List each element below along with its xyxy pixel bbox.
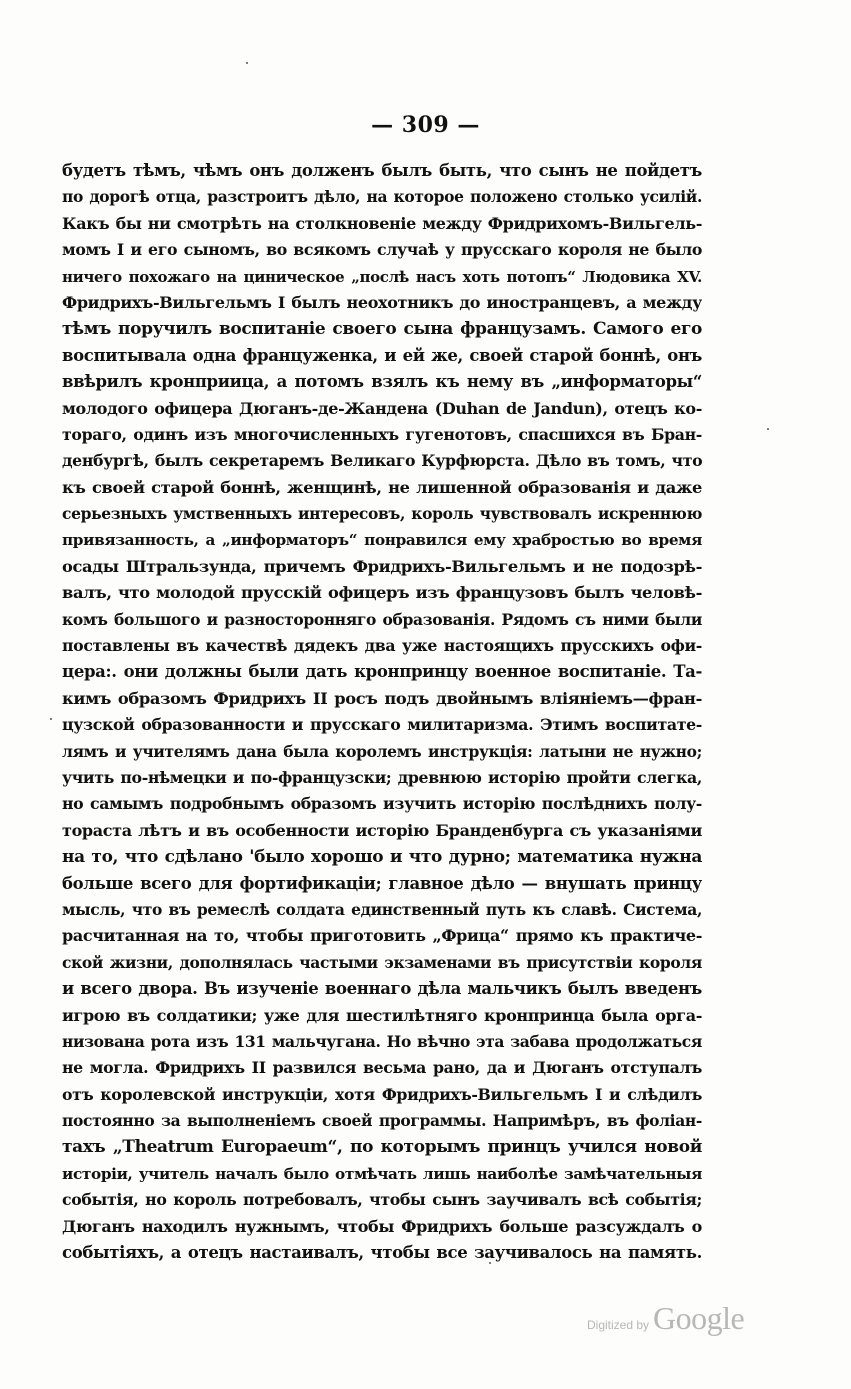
text-line: къ своей старой боннѣ, женщинѣ, не лишенной образованія и даже <box>62 477 702 497</box>
text-line: тораго, одинъ изъ многочисленныхъ гугенотовъ, спасшихся въ Бран- <box>62 424 702 444</box>
text-line: событія, но король потребовалъ, чтобы сынъ заучивалъ всѣ событія; <box>62 1190 702 1210</box>
text-line: но самымъ подробнымъ образомъ изучить исторію послѣднихъ полу- <box>62 794 702 814</box>
text-line: событіяхъ, а отецъ настаивалъ, чтобы все заучивалось на память. <box>62 1243 702 1263</box>
text-line: ничего похожаго на циническое „послѣ насъ хоть потопъ“ Людовика XV. <box>62 267 702 286</box>
text-line: учить по-нѣмецки и по-французски; древнюю исторію пройти слегка, <box>62 767 702 787</box>
text-line: не могла. Фридрихъ II развился весьма рано, да и Дюганъ отступалъ <box>62 1058 702 1078</box>
text-line: на то, что сдѣлано 'было хорошо и что дурно; математика нужна <box>62 847 702 868</box>
text-line: осады Штральзунда, причемъ Фридрихъ-Вильгельмъ и не подозрѣ- <box>62 556 702 576</box>
text-line: тораста лѣтъ и въ особенности исторію Бранденбурга съ указаніями <box>62 820 702 840</box>
text-line: молодого офицера Дюганъ-де-Жандена (Duhan de Jandun), отецъ ко- <box>62 398 702 418</box>
text-line: Какъ бы ни смотрѣть на столкновеніе между Фридрихомъ-Вильгель- <box>62 213 702 233</box>
text-line: цера:. они должны были дать кронпринцу военное воспитаніе. Та- <box>62 662 702 682</box>
text-line: цузской образованности и прусскаго милитаризма. Этимъ воспитате- <box>62 715 702 735</box>
text-line: Фридрихъ-Вильгельмъ I былъ неохотникъ до иностранцевъ, а между <box>62 292 702 312</box>
text-line: Дюганъ находилъ нужнымъ, чтобы Фридрихъ больше разсуждалъ о <box>62 1216 702 1236</box>
text-line: исторіи, учитель началъ было отмѣчать лишь наиболѣе замѣчательныя <box>62 1164 702 1183</box>
text-line: серьезныхъ умственныхъ интересовъ, король чувствовалъ искреннюю <box>62 504 702 524</box>
text-line: воспитывала одна француженка, и ей же, своей старой боннѣ, онъ <box>62 345 702 365</box>
text-line: комъ большого и разносторонняго образованія. Рядомъ съ ними были <box>62 609 702 629</box>
text-line: тѣмъ поручилъ воспитаніе своего сына французамъ. Самого его <box>62 319 702 340</box>
text-line: расчитанная на то, чтобы приготовить „Фрица“ прямо къ практиче- <box>62 926 702 946</box>
text-line: момъ I и его сыномъ, во всякомъ случаѣ у прусскаго короля не было <box>62 240 702 260</box>
text-line: кимъ образомъ Фридрихъ II росъ подъ двойнымъ вліяніемъ—фран- <box>62 688 702 708</box>
text-line: мысль, что въ ремеслѣ солдата единственный путь къ славѣ. Система, <box>62 899 702 919</box>
text-line: тахъ „Theatrum Europaeum“, по которымъ принцъ учился новой <box>62 1137 702 1158</box>
text-line: привязанность, а „информаторъ“ понравился ему храбростью во время <box>62 531 702 550</box>
text-line: ской жизни, дополнялась частыми экзаменами въ присутствіи короля <box>62 952 702 972</box>
google-logo: Google <box>653 1300 745 1336</box>
text-line: отъ королевской инструкціи, хотя Фридрихъ-Вильгельмъ I и слѣдилъ <box>62 1084 702 1104</box>
text-line: по дорогѣ отца, разстроитъ дѣло, на которое положено столько усилій. <box>62 187 702 207</box>
text-line: поставлены въ качествѣ дядекъ два уже настоящихъ прусскихъ офи- <box>62 636 702 656</box>
text-line: валъ, что молодой прусскій офицеръ изъ французовъ былъ человѣ- <box>62 583 702 603</box>
text-line: низована рота изъ 131 мальчугана. Но вѣчно эта забава продолжаться <box>62 1031 702 1051</box>
text-line: лямъ и учителямъ дана была королемъ инструкція: латыни не нужно; <box>62 741 702 761</box>
google-watermark <box>587 1300 744 1337</box>
body-text <box>62 158 702 1266</box>
digitized-label: Digitized by <box>587 1318 650 1332</box>
scan-speck <box>767 428 769 430</box>
text-line: ввѣрилъ кронприица, а потомъ взялъ къ нему въ „информаторы“ <box>62 372 702 392</box>
page-number: — 309 — <box>371 112 480 138</box>
text-line: постоянно за выполненіемъ своей программы. Напримѣръ, въ фоліан- <box>62 1111 702 1131</box>
text-line: игрою въ солдатики; уже для шестилѣтняго кронпринца была орга- <box>62 1005 702 1025</box>
text-line: и всего двора. Въ изученіе военнаго дѣла мальчикъ былъ введенъ <box>62 979 702 999</box>
text-line: будетъ тѣмъ, чѣмъ онъ долженъ былъ быть, что сынъ не пойдетъ <box>62 161 702 180</box>
text-line: больше всего для фортификаціи; главное дѣло — внушать принцу <box>62 873 702 893</box>
scan-speck <box>50 718 52 720</box>
scan-speck <box>246 62 248 64</box>
text-line: денбургѣ, былъ секретаремъ Великаго Курфюрста. Дѣло въ томъ, что <box>62 451 702 471</box>
